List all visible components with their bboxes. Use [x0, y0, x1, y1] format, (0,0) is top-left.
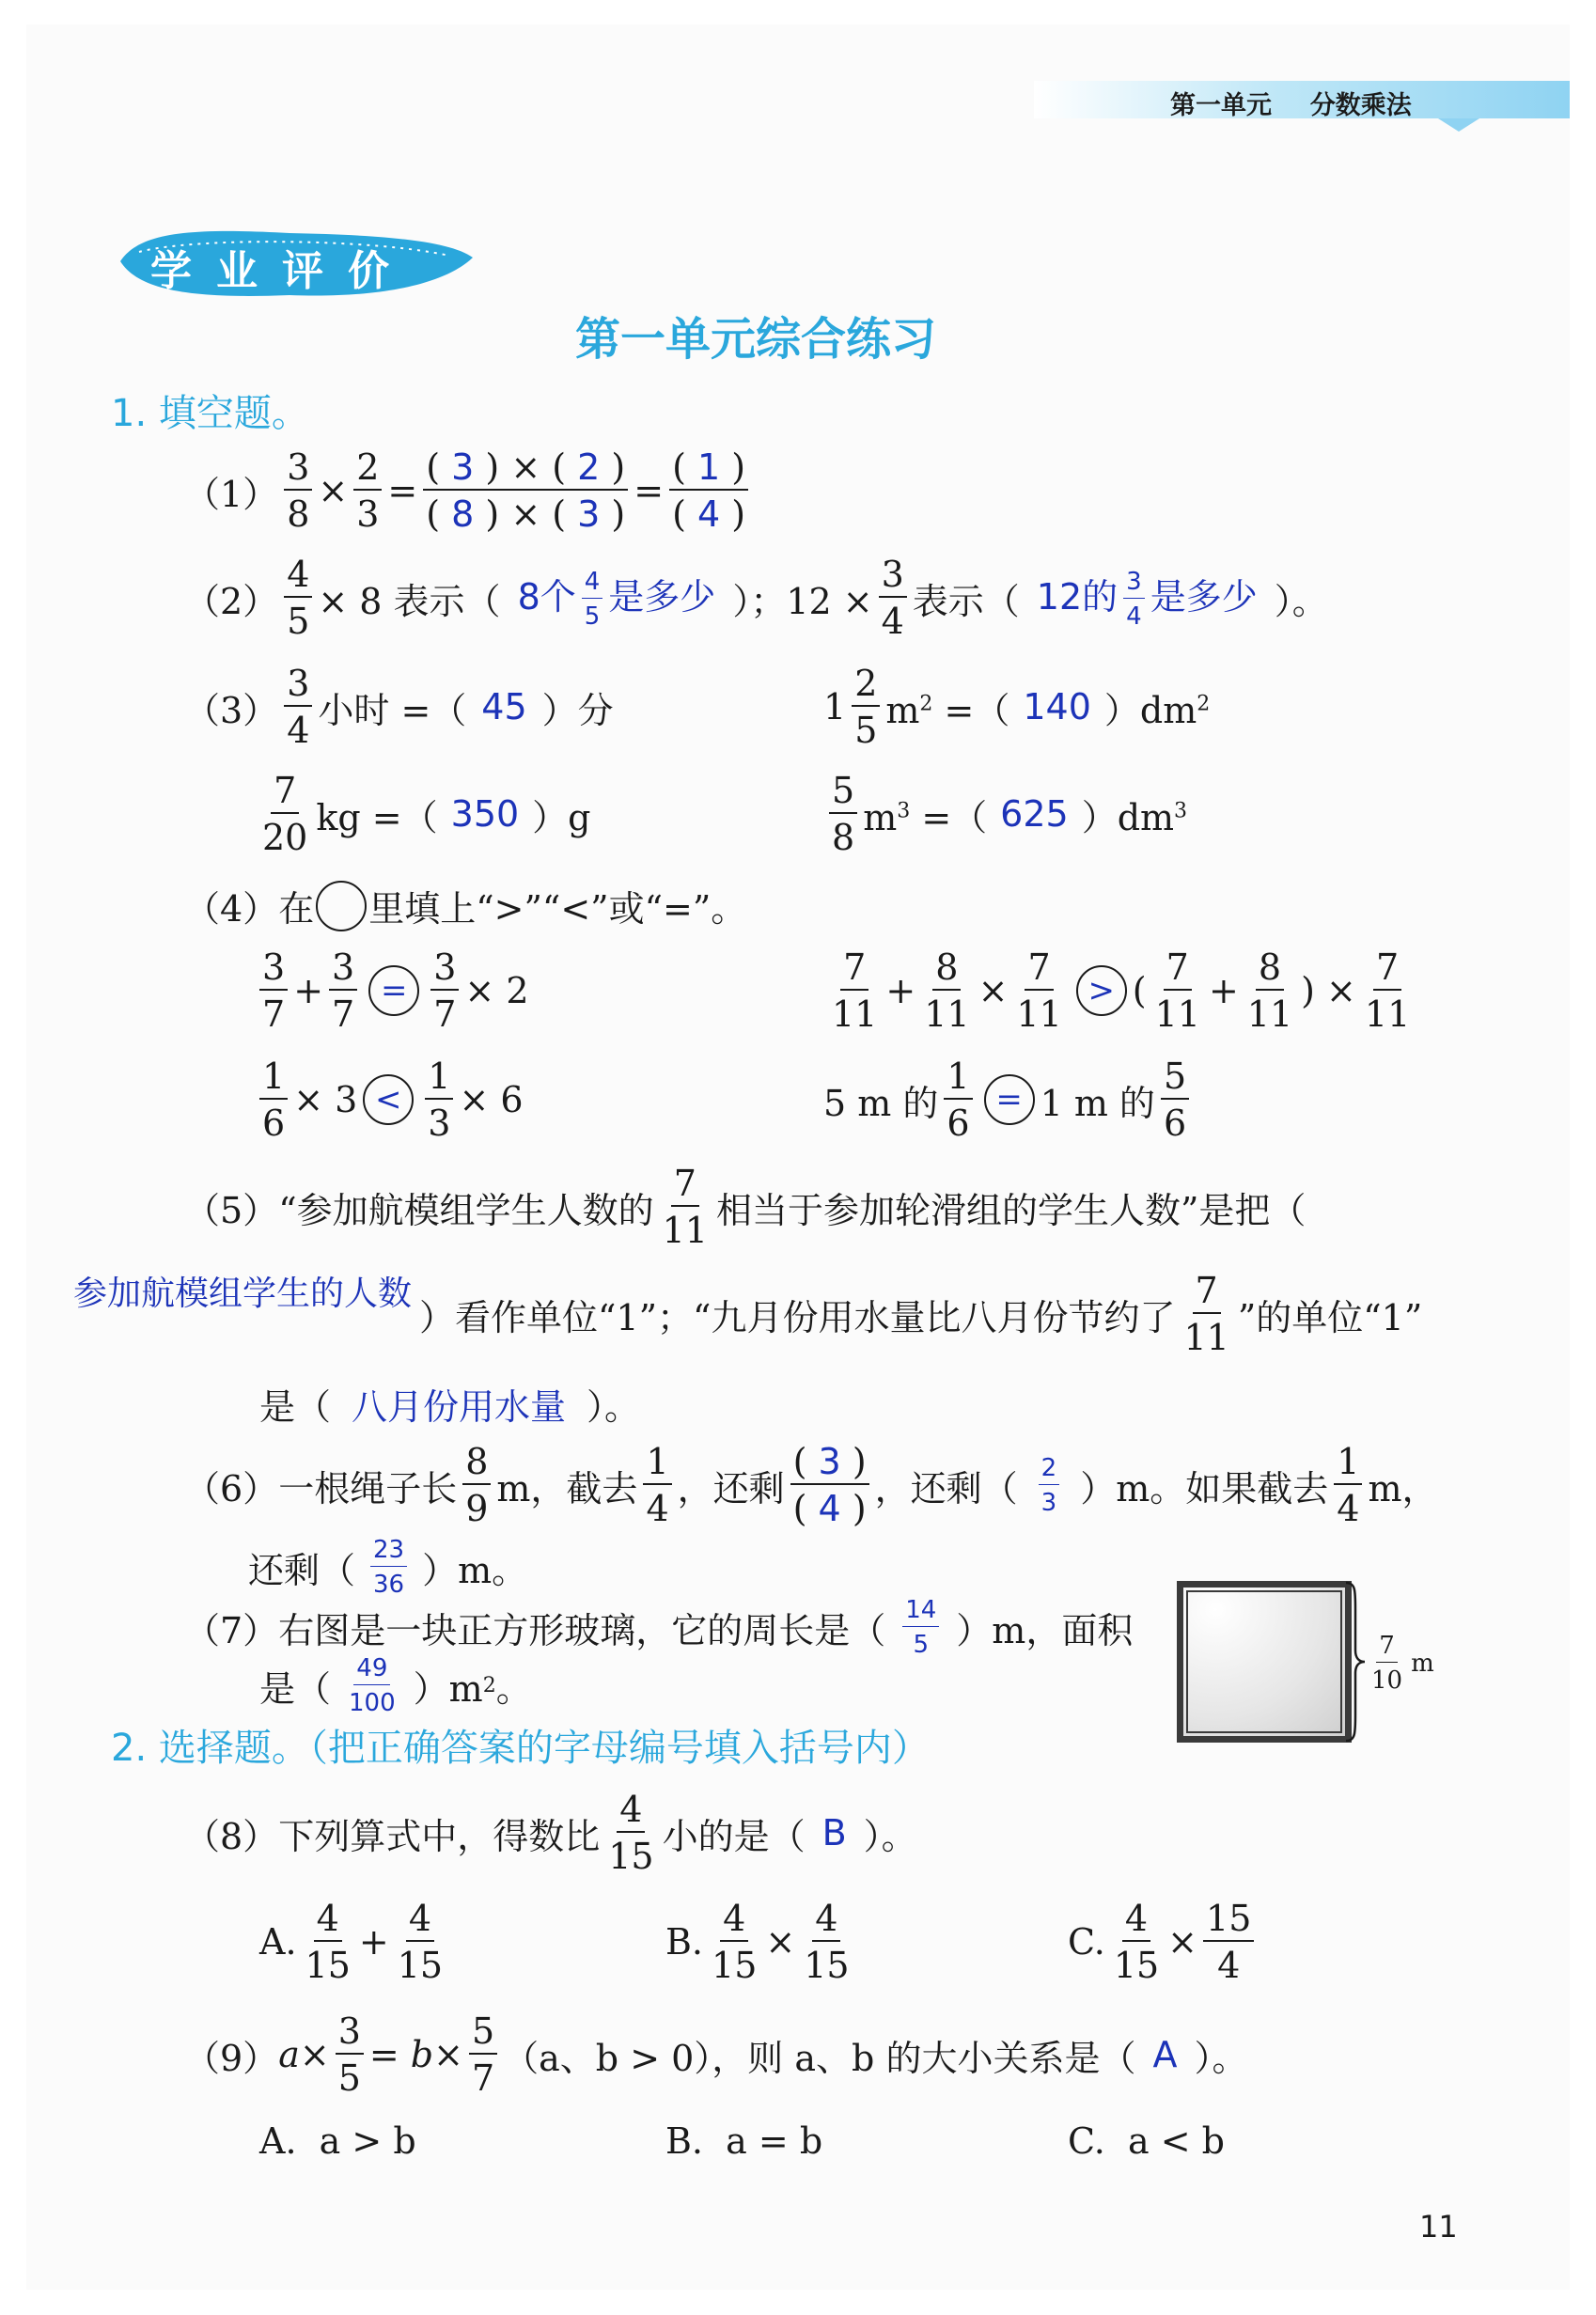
compare-text: 1 m 的 — [1040, 1082, 1155, 1124]
answer-fraction — [346, 1656, 399, 1715]
fraction: $\frac{7}{20}$ — [262, 770, 308, 858]
q6-text: 还剩（ — [248, 1550, 356, 1591]
fraction: $\frac{1}{4}$ — [643, 1444, 671, 1526]
fraction: $\frac{4}{15}$ — [1113, 1898, 1160, 1986]
question-3c: $\frac{7}{20}$ kg =（ 350 ）g — [254, 773, 591, 855]
page-number: 11 — [1419, 2209, 1458, 2245]
compare-circle: = — [984, 1074, 1035, 1125]
question-1: （1） $\frac{3}{8}$ × $\frac{2}{3}$ = $\frac{( 3 ) \times ( 2 )}{( 8 ) \times ( 3 )}$ = $\frac{( 1 )}{( 4 )}$ — [184, 449, 754, 532]
q7-text: 。 — [495, 1668, 532, 1710]
answer: B — [821, 1812, 847, 1854]
section2-title — [111, 1718, 930, 1772]
header-topic: 分数乘法 — [1309, 91, 1412, 120]
compare-3: $\frac{1}{6}$ × 3 < $\frac{1}{3}$ × 6 — [254, 1058, 524, 1141]
option-c: C. $\frac{4}{15}$ × $\frac{15}{4}$ — [1068, 1900, 1260, 1983]
q3-label: （3） — [184, 689, 279, 731]
option-letter: B. — [665, 1921, 704, 1963]
q6-text: 一根绳子长 — [278, 1467, 458, 1509]
q7-text: 右图是一块正方形玻璃，它的周长是（ — [278, 1610, 886, 1651]
q3-text: ）分 — [541, 689, 614, 731]
fraction: $\frac{15}{4}$ — [1203, 1900, 1254, 1983]
fraction: $\frac{8}{11}$ — [924, 946, 970, 1035]
answer: 3 — [577, 493, 601, 535]
q4-label: （4） — [184, 888, 279, 930]
question-6-line2 — [248, 1538, 527, 1597]
answer: 23 — [370, 1538, 407, 1567]
badge-char: 学 — [150, 247, 192, 295]
answer: 3 — [818, 1441, 841, 1482]
question-2 — [184, 554, 1328, 642]
section2-title-text: 2. 选择题。 — [111, 1727, 309, 1770]
square-side-label — [1363, 1634, 1434, 1693]
page-title: 第一单元综合练习 — [575, 313, 937, 366]
badge-char: 评 — [282, 247, 323, 295]
q5-text: 是（ — [259, 1386, 332, 1428]
fraction: $\frac{7}{11}$ — [1364, 946, 1411, 1035]
circle-icon — [316, 881, 367, 931]
badge — [111, 224, 477, 303]
compare-circle: = — [368, 965, 419, 1016]
header-unit: 第一单元 — [1170, 91, 1272, 120]
question-9: （9） a × $\frac{3}{5}$ = b × $\frac{5}{7}$ （a、b > 0），则 a、b 的大小关系是（ A ）。 — [184, 2010, 1248, 2099]
fraction: $\frac{3}{7}$ — [329, 949, 357, 1032]
option-c: C. a < b — [1068, 2120, 1225, 2162]
section1-title: 1. 填空题。 — [111, 392, 309, 435]
q8-text: 小的是（ — [662, 1815, 806, 1857]
answer-fraction: $\frac{( 3 )}{( 4 )}$ — [790, 1444, 869, 1526]
q6-text: ）m。如果截去 — [1080, 1467, 1329, 1509]
question-6-line1 — [184, 1441, 1438, 1529]
q2-text: × 8 表示（ — [318, 580, 501, 622]
answer-fraction — [1039, 1453, 1060, 1517]
q9-label: （9） — [184, 2037, 279, 2079]
fraction: $\frac{7}{10}$ — [1371, 1632, 1403, 1695]
answer-text: 12的 — [1036, 575, 1119, 618]
answer: 45 — [481, 686, 527, 727]
question-7-line1 — [184, 1598, 1133, 1657]
q7-text: ）m，面积 — [956, 1610, 1134, 1651]
answer-text: 是多少 — [608, 575, 716, 618]
answer: 2 — [1039, 1456, 1060, 1485]
q5-text: “参加航模组学生人数的 — [278, 1189, 654, 1231]
answer: 2 — [577, 446, 601, 488]
question-3d: $\frac{5}{8}$ $m^3$ =（ 625 ）$dm^3$ — [823, 773, 1187, 855]
q5-text: 相当于参加轮滑组的学生人数”是把（ — [715, 1189, 1307, 1231]
fraction: $\frac{2}{3}$ — [353, 449, 382, 532]
answer: 3 — [1041, 1488, 1057, 1517]
answer-text: 是多少 — [1150, 575, 1258, 618]
q5-text: ）。 — [587, 1386, 641, 1428]
badge-char: 业 — [216, 247, 258, 295]
answer: 4 — [818, 1488, 841, 1529]
answer: 49 — [353, 1656, 390, 1685]
fraction: $\frac{8}{11}$ — [1246, 946, 1293, 1035]
q3-text: 小时 =（ — [318, 689, 467, 731]
compare-text: 5 m 的 — [823, 1082, 939, 1124]
fraction: $\frac{2}{5}$ — [852, 665, 880, 748]
q6-text: ）m。 — [422, 1550, 528, 1591]
fraction: $\frac{1}{3}$ — [425, 1058, 453, 1141]
option-letter: C. — [1068, 1921, 1105, 1963]
fraction: $\frac{4}{5}$ — [284, 556, 312, 639]
q2-text: ）；12 × — [732, 580, 873, 622]
fraction: $\frac{4}{5}$ — [582, 570, 603, 629]
fraction: $\frac{4}{15}$ — [712, 1898, 758, 1986]
q2-text: ）。 — [1274, 580, 1328, 622]
fraction: $\frac{5}{6}$ — [1161, 1058, 1189, 1141]
answer: 参加航模组学生的人数 — [73, 1275, 413, 1313]
question-3b: 1 $\frac{2}{5}$ $m^2$ =（ 140 ）$dm^2$ — [823, 663, 1211, 751]
q5-text: ”的单位“1” — [1237, 1296, 1423, 1338]
answer-fraction: $\frac{( 3 ) \times ( 2 )}{( 8 ) \times ( 3 )}$ — [423, 449, 628, 532]
option-a: A. a > b — [259, 2120, 416, 2162]
answer: 100 — [349, 1689, 396, 1717]
answer: 1 — [697, 446, 721, 488]
fraction: $\frac{8}{9}$ — [462, 1444, 491, 1526]
q1-label: （1） — [184, 473, 279, 515]
q6-label: （6） — [184, 1467, 279, 1509]
fraction: $\frac{4}{15}$ — [608, 1789, 654, 1877]
fraction: $\frac{3}{4}$ — [284, 665, 312, 748]
q2-label: （2） — [184, 580, 279, 622]
q6-text: m， — [1368, 1467, 1438, 1509]
answer: 14 — [902, 1598, 939, 1627]
q7-text: 是（ — [259, 1668, 332, 1710]
fraction: $\frac{7}{11}$ — [662, 1163, 708, 1251]
answer: A — [1152, 2034, 1178, 2075]
question-5-line3 — [259, 1378, 640, 1430]
fraction: $\frac{1}{4}$ — [1334, 1444, 1362, 1526]
side-unit: m — [1411, 1649, 1434, 1678]
compare-circle: < — [363, 1074, 414, 1125]
compare-2: $\frac{7}{11}$ + $\frac{8}{11}$ × $\frac{7}{11}$ > ( $\frac{7}{11}$ + $\frac{8}{11}$ ) × $\frac{7}{11}$ — [823, 949, 1418, 1032]
q7-label: （7） — [184, 1610, 279, 1651]
fraction: $\frac{7}{11}$ — [832, 946, 878, 1035]
question-3a — [184, 663, 614, 751]
answer: 5 — [913, 1631, 930, 1659]
option-b: B. a = b — [665, 2120, 823, 2162]
fraction: $\frac{5}{7}$ — [469, 2013, 497, 2096]
fraction: $\frac{1}{6}$ — [259, 1058, 288, 1141]
fraction: $\frac{3}{7}$ — [259, 949, 288, 1032]
fraction: $\frac{5}{8}$ — [829, 773, 857, 855]
answer: 3 — [451, 446, 475, 488]
q4-text: 里填上“>”“<”或“=”。 — [368, 888, 747, 930]
q8-text: ）。 — [863, 1815, 917, 1857]
fraction: $\frac{4}{15}$ — [305, 1898, 351, 1986]
q9-text: （a、b > 0），则 a、b 的大小关系是（ — [503, 2037, 1136, 2079]
option-b: B. $\frac{4}{15}$ × $\frac{4}{15}$ — [665, 1900, 858, 1983]
fraction: $\frac{3}{4}$ — [1123, 570, 1145, 629]
compare-4 — [823, 1056, 1195, 1144]
fraction: $\frac{3}{7}$ — [430, 949, 459, 1032]
compare-circle: > — [1076, 965, 1127, 1016]
answer: 八月份用水量 — [352, 1386, 567, 1428]
answer: 36 — [373, 1571, 405, 1599]
question-5-line1 — [184, 1163, 1307, 1251]
square-glass-figure — [1177, 1581, 1352, 1743]
answer — [518, 568, 716, 629]
answer: 140 — [1023, 686, 1091, 727]
q7-text: ）m — [413, 1668, 483, 1710]
fraction: $\frac{3}{4}$ — [879, 556, 907, 639]
answer — [1037, 568, 1258, 629]
fraction: $\frac{3}{8}$ — [284, 449, 312, 532]
fraction: $\frac{7}{11}$ — [1016, 946, 1062, 1035]
header-arrow-icon — [1438, 118, 1479, 132]
answer: 8 — [451, 493, 475, 535]
answer: 625 — [1000, 793, 1069, 835]
q6-text: ，还剩（ — [874, 1467, 1018, 1509]
q5-label: （5） — [184, 1189, 279, 1231]
answer-fraction — [370, 1538, 407, 1597]
q6-text: ，还剩 — [677, 1467, 785, 1509]
q6-text: m，截去 — [496, 1467, 638, 1509]
option-a: A. $\frac{4}{15}$ + $\frac{4}{15}$ — [259, 1900, 451, 1983]
option-letter: A. — [259, 1921, 297, 1963]
q8-label: （8） — [184, 1815, 279, 1857]
fraction: $\frac{4}{15}$ — [804, 1898, 850, 1986]
badge-char: 价 — [348, 247, 389, 295]
fraction: $\frac{7}{11}$ — [1183, 1270, 1229, 1358]
fraction: $\frac{4}{15}$ — [397, 1898, 444, 1986]
question-7-line2: 是（ $\frac{49}{100}$ ）m 2 。 — [259, 1654, 532, 1717]
section2-note: （把正确答案的字母编号填入括号内） — [308, 1727, 930, 1770]
answer-fraction: $\frac{( 1 )}{( 4 )}$ — [669, 449, 748, 532]
q5-text: ）看作单位“1”；“九月份用水量比八月份节约了 — [419, 1296, 1176, 1338]
answer-text: 8个 — [517, 575, 576, 618]
q2-text: 表示（ — [912, 580, 1020, 622]
question-5-line2 — [419, 1270, 1423, 1358]
q9-text: ）。 — [1194, 2037, 1248, 2079]
fraction: $\frac{3}{5}$ — [336, 2013, 364, 2096]
header-title — [1170, 85, 1412, 121]
fraction: $\frac{7}{11}$ — [1154, 946, 1200, 1035]
question-8 — [184, 1789, 917, 1877]
q8-text: 下列算式中，得数比 — [278, 1815, 601, 1857]
fraction: $\frac{1}{6}$ — [944, 1058, 972, 1141]
compare-1: $\frac{3}{7}$ + $\frac{3}{7}$ = $\frac{3}{7}$ × 2 — [254, 949, 529, 1032]
answer-fraction — [902, 1598, 939, 1657]
answer: 4 — [697, 493, 721, 535]
answer: 350 — [450, 793, 520, 835]
question-4: （4） 在 里填上“>”“<”或“=”。 — [184, 880, 746, 931]
